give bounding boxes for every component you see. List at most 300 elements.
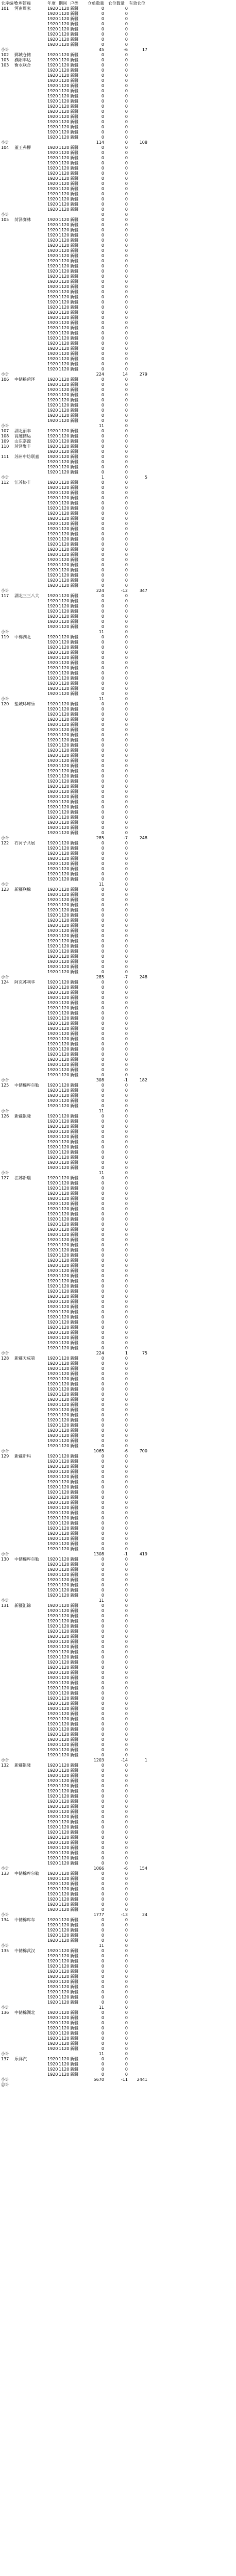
- table-cell: 新疆: [70, 336, 78, 341]
- table-cell: 新疆: [70, 691, 78, 696]
- table-cell: 新疆: [70, 1969, 78, 1974]
- table-cell: 111: [1, 454, 9, 459]
- table-cell: 0: [125, 1876, 128, 1881]
- table-cell: 1120: [59, 2062, 70, 2066]
- table-cell: 0: [101, 903, 104, 907]
- table-cell: 新疆: [70, 1016, 78, 1021]
- table-cell: 江苏协丰: [14, 480, 31, 485]
- table-cell: 0: [125, 624, 128, 629]
- table-cell: 1120: [59, 109, 70, 114]
- table-cell: 1920: [47, 784, 58, 789]
- table-cell: 新疆: [70, 1093, 78, 1098]
- table-cell: 0: [125, 619, 128, 624]
- table-cell: 0: [101, 660, 104, 665]
- table-cell: 0: [101, 846, 104, 851]
- table-cell: 1920: [47, 1294, 58, 1299]
- table-cell: 1920: [47, 1732, 58, 1737]
- table-cell: 1920: [47, 861, 58, 866]
- table-cell: 1920: [47, 712, 58, 717]
- table-cell: 0: [101, 1438, 104, 1443]
- table-cell: 0: [101, 403, 104, 408]
- table-cell: 0: [125, 1418, 128, 1422]
- table-cell: 0: [125, 1469, 128, 1474]
- table-cell: 新疆: [70, 1444, 78, 1448]
- table-cell: 新疆: [70, 547, 78, 552]
- table-cell: 0: [101, 743, 104, 748]
- table-cell: 新疆: [70, 1073, 78, 1077]
- table-cell: 0: [125, 1428, 128, 1433]
- table-cell: 0: [125, 1918, 128, 1922]
- table-cell: 0: [101, 1191, 104, 1196]
- table-cell: 0: [125, 681, 128, 686]
- table-cell: 1120: [59, 1732, 70, 1737]
- subtotal-cell: 224: [96, 1351, 104, 1355]
- table-cell: 0: [125, 1995, 128, 1999]
- table-cell: 新疆: [70, 1397, 78, 1402]
- table-cell: 0: [125, 1052, 128, 1057]
- subtotal-cell: 700: [139, 1449, 147, 1453]
- table-cell: 0: [101, 243, 104, 248]
- subtotal-cell: 小计: [1, 212, 9, 217]
- table-cell: 0: [101, 1840, 104, 1845]
- table-cell: 1920: [47, 1717, 58, 1721]
- table-cell: 1920: [47, 6, 58, 11]
- table-cell: 新疆: [70, 58, 78, 62]
- table-cell: 新疆: [70, 1459, 78, 1464]
- table-cell: 新疆: [70, 130, 78, 134]
- table-cell: 新疆: [70, 1181, 78, 1185]
- table-cell: 1120: [59, 1026, 70, 1031]
- table-cell: 0: [101, 1335, 104, 1340]
- table-cell: 0: [101, 1578, 104, 1582]
- table-cell: 新疆: [70, 939, 78, 943]
- table-cell: 新疆: [70, 1557, 78, 1562]
- table-cell: 0: [125, 568, 128, 572]
- subtotal-cell: 小计: [1, 475, 9, 480]
- table-cell: 1120: [59, 867, 70, 871]
- table-cell: 1920: [47, 547, 58, 552]
- table-cell: 1120: [59, 563, 70, 567]
- table-cell: 0: [101, 176, 104, 181]
- subtotal-cell: 小计: [1, 975, 9, 979]
- table-cell: 新疆: [70, 346, 78, 351]
- table-cell: 0: [125, 429, 128, 433]
- table-cell: 1120: [59, 73, 70, 78]
- table-cell: 0: [101, 1804, 104, 1809]
- table-cell: 0: [125, 1325, 128, 1330]
- table-cell: 1120: [59, 1006, 70, 1010]
- table-cell: 1920: [47, 351, 58, 356]
- table-cell: 0: [125, 398, 128, 402]
- table-cell: 0: [101, 135, 104, 140]
- table-cell: 0: [125, 1902, 128, 1907]
- table-cell: 1920: [47, 1614, 58, 1618]
- table-cell: 1920: [47, 800, 58, 804]
- table-cell: 新疆: [70, 1650, 78, 1654]
- table-cell: 1120: [59, 37, 70, 42]
- table-cell: 新疆: [70, 1742, 78, 1747]
- table-cell: 1920: [47, 1608, 58, 1613]
- table-cell: 0: [101, 980, 104, 985]
- table-cell: 1920: [47, 1897, 58, 1902]
- table-cell: 1920: [47, 1686, 58, 1690]
- table-cell: 0: [101, 1948, 104, 1953]
- table-cell: 1120: [59, 1021, 70, 1026]
- table-cell: 0: [101, 305, 104, 310]
- table-cell: 新疆: [70, 789, 78, 794]
- table-cell: 0: [125, 274, 128, 279]
- table-cell: 1120: [59, 1964, 70, 1969]
- table-cell: 0: [101, 1851, 104, 1855]
- table-cell: 0: [101, 1320, 104, 1325]
- table-cell: 0: [101, 1959, 104, 1963]
- table-cell: 1120: [59, 583, 70, 588]
- table-cell: 新疆: [70, 542, 78, 547]
- table-cell: 0: [125, 1222, 128, 1227]
- table-cell: 1920: [47, 753, 58, 758]
- table-cell: 新疆: [70, 1165, 78, 1170]
- table-cell: 0: [125, 918, 128, 923]
- table-cell: 新疆: [70, 1047, 78, 1052]
- table-cell: 1120: [59, 32, 70, 37]
- table-cell: 1920: [47, 429, 58, 433]
- table-cell: 新疆: [70, 1768, 78, 1773]
- table-cell: 0: [125, 1335, 128, 1340]
- table-cell: 0: [125, 676, 128, 681]
- table-cell: 0: [101, 949, 104, 954]
- table-cell: 0: [125, 1315, 128, 1319]
- table-cell: 1920: [47, 1165, 58, 1170]
- table-cell: 0: [125, 779, 128, 784]
- table-cell: 新疆: [70, 784, 78, 789]
- table-cell: 1120: [59, 805, 70, 809]
- table-cell: 0: [125, 1959, 128, 1963]
- table-cell: 0: [125, 743, 128, 748]
- table-cell: 0: [101, 614, 104, 619]
- table-cell: 新疆: [70, 769, 78, 773]
- table-cell: 1120: [59, 1052, 70, 1057]
- table-cell: 0: [125, 1541, 128, 1546]
- table-cell: 1120: [59, 238, 70, 243]
- table-cell: 1120: [59, 707, 70, 711]
- table-cell: 0: [125, 1892, 128, 1896]
- table-cell: 0: [101, 1104, 104, 1108]
- table-cell: 新疆: [70, 1191, 78, 1196]
- table-cell: 0: [125, 1701, 128, 1706]
- table-cell: 1920: [47, 1263, 58, 1268]
- table-cell: 1120: [59, 331, 70, 335]
- table-cell: 0: [101, 1129, 104, 1134]
- table-cell: 1120: [59, 1093, 70, 1098]
- table-cell: 0: [101, 1485, 104, 1489]
- table-cell: 新疆银隆: [14, 1114, 31, 1118]
- table-cell: 1120: [59, 1428, 70, 1433]
- table-cell: 0: [101, 393, 104, 397]
- table-cell: 0: [125, 181, 128, 186]
- table-cell: 1120: [59, 63, 70, 67]
- table-cell: 新疆: [70, 1253, 78, 1258]
- table-cell: 0: [125, 2015, 128, 2020]
- table-cell: 1920: [47, 1114, 58, 1118]
- table-cell: 1120: [59, 872, 70, 876]
- table-cell: 0: [125, 1377, 128, 1381]
- table-cell: 0: [101, 73, 104, 78]
- table-cell: 1920: [47, 2072, 58, 2077]
- table-cell: 0: [101, 1665, 104, 1670]
- table-cell: 1920: [47, 264, 58, 268]
- table-cell: 1120: [59, 609, 70, 614]
- table-cell: 新疆: [70, 552, 78, 557]
- table-cell: 新疆: [70, 1851, 78, 1855]
- table-cell: 0: [125, 2026, 128, 2030]
- table-cell: 1120: [59, 305, 70, 310]
- table-cell: 新疆: [70, 1778, 78, 1783]
- table-cell: 103: [1, 63, 9, 67]
- table-cell: 1120: [59, 691, 70, 696]
- table-cell: 1120: [59, 1289, 70, 1294]
- table-cell: 新疆: [70, 1809, 78, 1814]
- table-cell: 1920: [47, 403, 58, 408]
- table-cell: 新疆: [70, 1258, 78, 1263]
- table-cell: 0: [125, 1799, 128, 1804]
- table-cell: 1120: [59, 913, 70, 918]
- table-cell: 1120: [59, 815, 70, 820]
- table-cell: 125: [1, 1083, 9, 1088]
- table-cell: 0: [101, 1964, 104, 1969]
- table-cell: 1920: [47, 1217, 58, 1222]
- table-cell: 1120: [59, 537, 70, 541]
- table-cell: 1920: [47, 1681, 58, 1685]
- table-cell: 1920: [47, 521, 58, 526]
- table-cell: 1920: [47, 2041, 58, 2046]
- table-cell: 0: [125, 320, 128, 325]
- table-cell: 1120: [59, 764, 70, 768]
- table-cell: 1920: [47, 604, 58, 608]
- table-cell: 新疆: [70, 1820, 78, 1824]
- table-cell: 1920: [47, 877, 58, 882]
- table-cell: 0: [101, 1660, 104, 1665]
- table-cell: 0: [101, 1768, 104, 1773]
- table-cell: 1120: [59, 187, 70, 191]
- table-cell: 1920: [47, 1062, 58, 1067]
- table-cell: 1920: [47, 1933, 58, 1938]
- table-cell: 0: [101, 248, 104, 253]
- table-cell: 新疆: [70, 563, 78, 567]
- table-cell: 新疆: [70, 449, 78, 454]
- table-cell: 0: [125, 1861, 128, 1866]
- table-cell: 新疆: [70, 135, 78, 140]
- table-cell: 1920: [47, 599, 58, 603]
- table-cell: 0: [101, 1871, 104, 1876]
- table-cell: 0: [101, 228, 104, 232]
- table-cell: 1120: [59, 1011, 70, 1015]
- table-cell: 新疆: [70, 861, 78, 866]
- table-cell: 新疆: [70, 94, 78, 98]
- table-cell: 0: [101, 2031, 104, 2036]
- table-cell: 1120: [59, 1042, 70, 1046]
- table-cell: 0: [101, 1243, 104, 1247]
- table-cell: 0: [101, 1428, 104, 1433]
- subtotal-cell: 小计: [1, 140, 9, 145]
- table-cell: 0: [125, 1763, 128, 1768]
- table-cell: 1120: [59, 202, 70, 207]
- table-cell: 1120: [59, 1480, 70, 1484]
- table-cell: 1920: [47, 1536, 58, 1541]
- table-cell: 1120: [59, 1268, 70, 1273]
- table-cell: 1920: [47, 1377, 58, 1381]
- table-cell: 1920: [47, 913, 58, 918]
- table-cell: 0: [125, 480, 128, 485]
- table-cell: 1120: [59, 1670, 70, 1675]
- table-cell: 1120: [59, 1830, 70, 1835]
- table-cell: 0: [101, 1330, 104, 1335]
- table-cell: 0: [101, 511, 104, 516]
- table-cell: 1920: [47, 949, 58, 954]
- table-cell: 1920: [47, 1469, 58, 1474]
- table-cell: 1920: [47, 635, 58, 639]
- table-cell: 0: [125, 444, 128, 449]
- table-cell: 0: [101, 635, 104, 639]
- table-cell: 新疆: [70, 918, 78, 923]
- table-cell: 0: [101, 1495, 104, 1500]
- table-cell: 1120: [59, 2072, 70, 2077]
- table-cell: 1920: [47, 223, 58, 227]
- table-cell: 新疆: [70, 908, 78, 912]
- table-cell: 0: [101, 1289, 104, 1294]
- table-cell: 0: [101, 1856, 104, 1860]
- table-cell: 1120: [59, 300, 70, 304]
- table-cell: 1120: [59, 1789, 70, 1793]
- table-cell: 新疆: [70, 181, 78, 186]
- table-cell: 0: [125, 387, 128, 392]
- table-cell: 0: [101, 2015, 104, 2020]
- table-cell: 0: [101, 717, 104, 722]
- table-cell: 0: [125, 1933, 128, 1938]
- table-cell: 新疆: [70, 1469, 78, 1474]
- table-cell: 0: [101, 887, 104, 892]
- table-cell: 1120: [59, 506, 70, 511]
- table-cell: 0: [101, 1413, 104, 1417]
- table-cell: 新疆: [70, 2072, 78, 2077]
- table-cell: 0: [101, 1067, 104, 1072]
- table-cell: 0: [125, 1665, 128, 1670]
- table-cell: 新疆: [70, 408, 78, 413]
- table-cell: 0: [125, 470, 128, 474]
- table-cell: 1920: [47, 53, 58, 57]
- table-cell: 1920: [47, 207, 58, 212]
- table-cell: 0: [101, 259, 104, 263]
- table-cell: 1920: [47, 83, 58, 88]
- table-cell: 1920: [47, 758, 58, 763]
- table-cell: 0: [101, 789, 104, 794]
- table-cell: 0: [125, 748, 128, 753]
- subtotal-cell: 108: [139, 140, 147, 145]
- table-cell: 新疆: [70, 1088, 78, 1093]
- table-cell: 1120: [59, 1361, 70, 1366]
- subtotal-cell: 0: [125, 882, 128, 887]
- table-cell: 1120: [59, 1320, 70, 1325]
- table-cell: 1120: [59, 228, 70, 232]
- table-cell: 新疆: [70, 1815, 78, 1819]
- table-cell: 新疆: [70, 1964, 78, 1969]
- table-cell: 新疆: [70, 980, 78, 985]
- table-cell: 0: [101, 1985, 104, 1989]
- table-cell: 1920: [47, 537, 58, 541]
- table-cell: 1120: [59, 908, 70, 912]
- table-cell: 0: [125, 1134, 128, 1139]
- table-cell: 0: [101, 1073, 104, 1077]
- table-cell: 0: [125, 114, 128, 119]
- table-cell: 1120: [59, 1753, 70, 1757]
- table-cell: 新疆: [70, 897, 78, 902]
- table-cell: 1920: [47, 320, 58, 325]
- table-cell: 0: [101, 1645, 104, 1649]
- table-cell: 新疆: [70, 1238, 78, 1242]
- table-cell: 0: [101, 320, 104, 325]
- table-cell: 1120: [59, 964, 70, 969]
- table-cell: 1120: [59, 1588, 70, 1592]
- table-cell: 0: [101, 939, 104, 943]
- table-cell: 新疆: [70, 1727, 78, 1732]
- table-cell: 1120: [59, 171, 70, 176]
- table-cell: 新疆: [70, 1274, 78, 1278]
- table-cell: 新疆: [70, 1887, 78, 1891]
- table-cell: 0: [125, 2046, 128, 2051]
- subtotal-cell: 11: [98, 882, 104, 887]
- table-cell: 0: [125, 1304, 128, 1309]
- table-cell: 0: [125, 671, 128, 675]
- table-cell: 0: [101, 1505, 104, 1510]
- table-cell: 新疆: [70, 1196, 78, 1201]
- table-cell: 0: [101, 676, 104, 681]
- table-cell: 1920: [47, 1650, 58, 1654]
- table-cell: 新疆: [70, 1160, 78, 1165]
- table-cell: 1920: [47, 1722, 58, 1726]
- table-cell: 0: [101, 1686, 104, 1690]
- table-cell: 1120: [59, 114, 70, 119]
- table-cell: 1920: [47, 243, 58, 248]
- table-cell: 0: [101, 1469, 104, 1474]
- table-cell: 1120: [59, 1083, 70, 1088]
- table-cell: 新疆: [70, 1067, 78, 1072]
- table-cell: 0: [125, 53, 128, 57]
- table-cell: 1920: [47, 516, 58, 521]
- table-cell: 中棉湖北: [14, 635, 31, 639]
- table-cell: 0: [101, 449, 104, 454]
- table-cell: 0: [101, 1325, 104, 1330]
- table-cell: 1920: [47, 743, 58, 748]
- table-cell: 新疆: [70, 1263, 78, 1268]
- table-cell: 1920: [47, 1485, 58, 1489]
- table-cell: 0: [125, 1062, 128, 1067]
- table-cell: 1120: [59, 831, 70, 835]
- table-cell: 0: [125, 357, 128, 361]
- table-cell: 1920: [47, 1763, 58, 1768]
- table-cell: 1120: [59, 480, 70, 485]
- table-cell: 0: [125, 1655, 128, 1659]
- table-cell: 0: [101, 1928, 104, 1933]
- table-cell: 新疆: [70, 470, 78, 474]
- table-cell: 1120: [59, 934, 70, 938]
- table-cell: 112: [1, 480, 9, 485]
- table-cell: 1120: [59, 557, 70, 562]
- table-cell: 1120: [59, 2026, 70, 2030]
- table-cell: 新疆: [70, 738, 78, 742]
- table-cell: 1920: [47, 1325, 58, 1330]
- table-cell: 0: [101, 1541, 104, 1546]
- table-cell: 0: [101, 1114, 104, 1118]
- subtotal-cell: -13: [121, 1912, 128, 1917]
